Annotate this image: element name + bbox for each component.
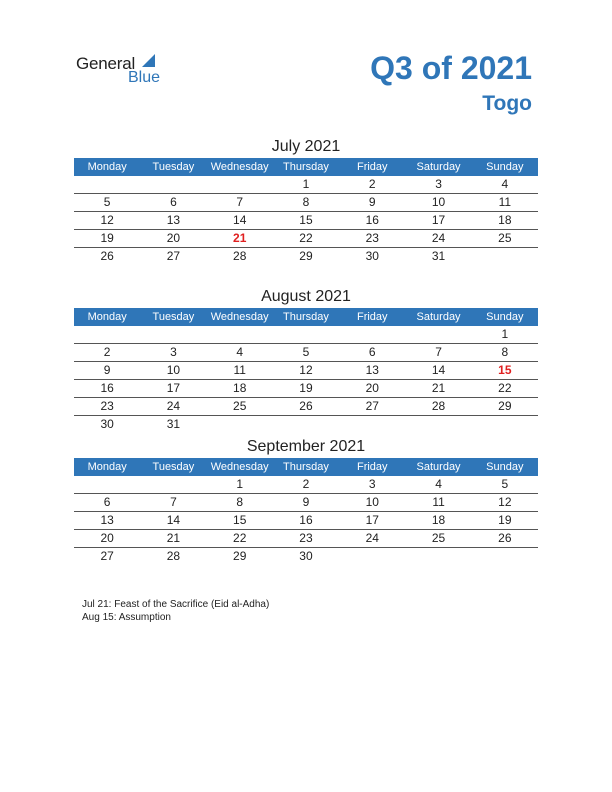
weekday-label: Thursday — [283, 311, 329, 323]
day-cell: 23 — [100, 399, 114, 413]
logo-text-general: General — [76, 54, 136, 73]
day-cell: 7 — [236, 195, 244, 209]
day-cell: 3 — [368, 477, 376, 491]
page-title: Q3 of 2021 — [370, 50, 532, 86]
day-cell: 26 — [299, 399, 313, 413]
weekday-header — [74, 458, 538, 476]
month-title: September 2021 — [246, 438, 366, 455]
day-cell: 28 — [166, 549, 181, 563]
day-cell: 15 — [233, 513, 247, 527]
day-cell: 15 — [498, 363, 512, 377]
week-row — [74, 194, 538, 212]
day-cell — [207, 326, 273, 343]
day-cell: 25 — [431, 531, 446, 545]
day-cell — [472, 248, 538, 265]
day-cell — [339, 548, 405, 565]
day-cell — [74, 326, 140, 343]
weekday-label: Tuesday — [152, 161, 195, 173]
day-cell — [339, 416, 405, 433]
day-cell — [140, 326, 206, 343]
day-cell: 4 — [435, 477, 442, 491]
day-cell: 16 — [100, 381, 114, 395]
day-cell: 26 — [100, 249, 114, 263]
week-row — [74, 176, 538, 194]
logo-triangle-icon — [142, 54, 155, 67]
day-cell — [74, 176, 140, 193]
day-cell — [74, 476, 140, 493]
month-august — [74, 286, 538, 433]
day-cell — [273, 416, 339, 433]
month-title: August 2021 — [261, 288, 351, 305]
weekday-label: Saturday — [416, 161, 461, 173]
day-cell: 3 — [435, 177, 442, 191]
day-cell: 27 — [100, 549, 114, 563]
day-cell: 7 — [170, 495, 177, 509]
day-cell: 29 — [299, 249, 313, 263]
day-cell — [405, 326, 471, 343]
weekday-label: Saturday — [416, 311, 461, 323]
week-row — [74, 344, 538, 362]
day-cell: 4 — [236, 345, 244, 359]
day-cell: 24 — [431, 231, 446, 245]
day-cell — [472, 548, 538, 565]
day-cell: 8 — [501, 345, 509, 359]
day-cell: 9 — [103, 363, 111, 377]
weekday-label: Sunday — [486, 161, 524, 173]
weekday-label: Monday — [87, 311, 127, 323]
day-cell: 24 — [365, 531, 379, 545]
day-cell: 13 — [100, 513, 114, 527]
weekday-label: Tuesday — [152, 311, 195, 323]
day-cell: 23 — [365, 231, 379, 245]
day-cell: 25 — [233, 399, 247, 413]
day-cell: 20 — [166, 231, 181, 245]
day-cell — [339, 326, 405, 343]
day-cell: 14 — [166, 513, 181, 527]
day-cell: 2 — [103, 345, 111, 359]
day-cell: 28 — [431, 399, 446, 413]
day-cell: 12 — [100, 213, 114, 227]
day-cell — [207, 416, 273, 433]
country-name: Togo — [482, 92, 532, 115]
day-cell: 17 — [365, 513, 379, 527]
day-cell: 7 — [435, 345, 442, 359]
day-cell: 21 — [233, 231, 247, 245]
day-cell: 8 — [302, 195, 310, 209]
day-cell — [405, 416, 471, 433]
day-cell: 20 — [100, 531, 114, 545]
holiday-note: Aug 15: Assumption — [82, 612, 171, 623]
day-cell: 25 — [498, 231, 512, 245]
day-cell: 22 — [498, 381, 512, 395]
day-cell: 19 — [498, 513, 512, 527]
day-cell: 4 — [501, 177, 509, 191]
day-cell: 3 — [170, 345, 177, 359]
day-cell: 31 — [166, 417, 181, 431]
weekday-label: Sunday — [486, 311, 524, 323]
day-cell: 31 — [431, 249, 446, 263]
day-cell: 13 — [166, 213, 181, 227]
day-cell: 16 — [299, 513, 313, 527]
day-cell — [140, 176, 206, 193]
month-july — [74, 136, 538, 265]
day-cell: 30 — [365, 249, 379, 263]
day-cell: 19 — [299, 381, 313, 395]
logo-text-blue: Blue — [128, 69, 161, 86]
weekday-label: Friday — [356, 461, 388, 473]
day-cell: 29 — [233, 549, 247, 563]
weekday-header — [74, 308, 538, 326]
day-cell: 26 — [498, 531, 512, 545]
weekday-label: Wednesday — [210, 311, 269, 323]
week-row — [74, 512, 538, 530]
day-cell: 6 — [170, 195, 177, 209]
day-cell: 14 — [431, 363, 446, 377]
holiday-note: Jul 21: Feast of the Sacrifice (Eid al-Adha) — [82, 599, 270, 610]
day-cell: 17 — [431, 213, 446, 227]
day-cell: 2 — [368, 177, 376, 191]
day-cell: 16 — [365, 213, 379, 227]
week-row — [74, 362, 538, 380]
day-cell: 10 — [166, 363, 181, 377]
day-cell: 22 — [299, 231, 313, 245]
brand-logo — [76, 52, 176, 88]
day-cell — [207, 176, 273, 193]
weekday-label: Sunday — [486, 461, 524, 473]
day-cell: 13 — [365, 363, 379, 377]
day-cell: 10 — [431, 195, 446, 209]
day-cell: 14 — [233, 213, 247, 227]
day-cell — [405, 548, 471, 565]
weekday-header — [74, 158, 538, 176]
day-cell: 22 — [233, 531, 247, 545]
week-row — [74, 398, 538, 416]
day-cell: 18 — [498, 213, 512, 227]
day-cell: 17 — [166, 381, 181, 395]
day-cell: 27 — [365, 399, 379, 413]
weekday-label: Friday — [356, 161, 388, 173]
day-cell: 1 — [501, 327, 509, 341]
week-row — [74, 548, 538, 565]
week-row — [74, 476, 538, 494]
day-cell: 8 — [236, 495, 244, 509]
weekday-label: Wednesday — [210, 161, 269, 173]
day-cell: 24 — [166, 399, 181, 413]
day-cell: 11 — [233, 363, 246, 377]
day-cell: 9 — [302, 495, 310, 509]
day-cell: 23 — [299, 531, 313, 545]
day-cell: 11 — [432, 495, 445, 509]
day-cell: 29 — [498, 399, 512, 413]
week-row — [74, 230, 538, 248]
weekday-label: Monday — [87, 461, 127, 473]
day-cell — [273, 326, 339, 343]
day-cell: 27 — [166, 249, 181, 263]
month-september — [74, 436, 538, 565]
weekday-label: Thursday — [283, 161, 329, 173]
day-cell: 19 — [100, 231, 114, 245]
day-cell: 5 — [302, 345, 310, 359]
month-title: July 2021 — [271, 138, 341, 155]
week-row — [74, 326, 538, 344]
day-cell — [472, 416, 538, 433]
day-cell: 10 — [365, 495, 379, 509]
day-cell — [140, 476, 206, 493]
day-cell: 11 — [498, 195, 512, 209]
day-cell: 21 — [166, 531, 181, 545]
week-row — [74, 494, 538, 512]
day-cell: 12 — [299, 363, 313, 377]
day-cell: 18 — [233, 381, 247, 395]
week-row — [74, 416, 538, 433]
day-cell: 9 — [368, 195, 376, 209]
week-row — [74, 380, 538, 398]
day-cell: 21 — [431, 381, 446, 395]
weekday-label: Wednesday — [210, 461, 269, 473]
day-cell: 6 — [103, 495, 111, 509]
day-cell: 28 — [233, 249, 247, 263]
week-row — [74, 212, 538, 230]
day-cell: 12 — [498, 495, 512, 509]
day-cell: 2 — [302, 477, 310, 491]
weekday-label: Saturday — [416, 461, 461, 473]
day-cell: 1 — [302, 177, 310, 191]
day-cell: 5 — [501, 477, 509, 491]
day-cell: 20 — [365, 381, 379, 395]
weekday-label: Tuesday — [152, 461, 195, 473]
day-cell: 18 — [431, 513, 446, 527]
day-cell: 5 — [103, 195, 111, 209]
holiday-notes — [82, 598, 269, 624]
week-row — [74, 530, 538, 548]
weekday-label: Friday — [356, 311, 388, 323]
day-cell: 1 — [236, 477, 244, 491]
day-cell: 15 — [299, 213, 313, 227]
weekday-label: Monday — [87, 161, 127, 173]
weekday-label: Thursday — [283, 461, 329, 473]
day-cell: 6 — [368, 345, 376, 359]
day-cell: 30 — [299, 549, 313, 563]
day-cell: 30 — [100, 417, 114, 431]
week-row — [74, 248, 538, 265]
